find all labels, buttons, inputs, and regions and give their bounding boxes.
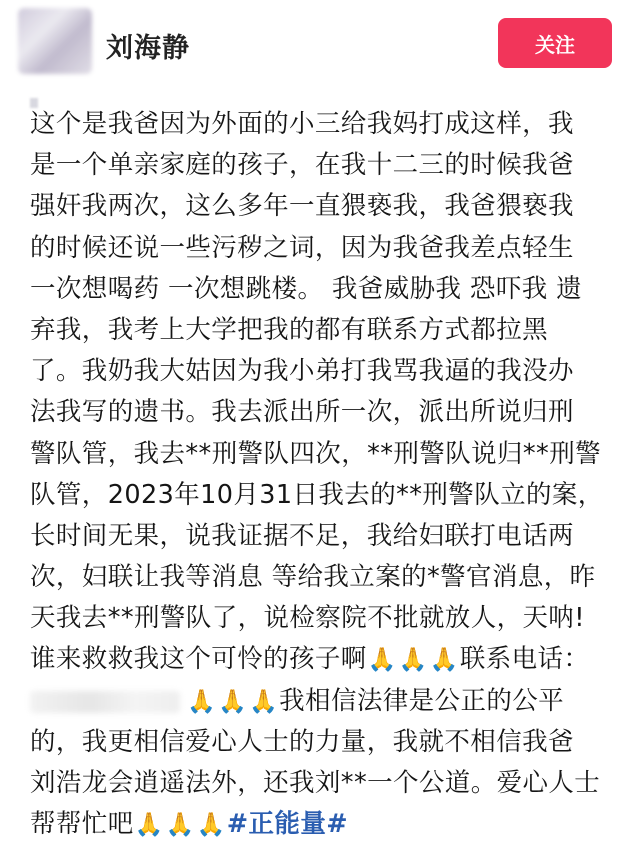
pray-emoji-icon: 🙏 bbox=[249, 688, 279, 715]
post-line: 弃我，我考上大学把我的都有联系方式都拉黑 bbox=[30, 314, 549, 345]
post-line: 天我去**刑警队了，说检察院不批就放人，天呐! bbox=[30, 603, 585, 634]
post-line bbox=[30, 681, 612, 722]
post-line: 一次想喝药 一次想跳楼。 我爸威胁我 恐吓我 遗 bbox=[30, 273, 583, 304]
pray-emoji-icon: 🙏 bbox=[367, 647, 397, 674]
redacted-phone-number bbox=[30, 691, 180, 713]
post-line: 强奸我两次，这么多年一直猥亵我，我爸猥亵我 bbox=[30, 191, 574, 222]
post-line: 刘浩龙会逍遥法外，还我刘**一个公道。爱心人士 bbox=[30, 768, 601, 798]
pray-emoji-icon: 🙏 bbox=[429, 647, 459, 674]
username[interactable]: 刘海静 bbox=[106, 33, 190, 64]
pray-emoji-icon: 🙏 bbox=[134, 812, 164, 839]
post-line: 是一个单亲家庭的孩子，在我十二三的时候我爸 bbox=[30, 150, 574, 181]
post-line: 长时间无果，说我证据不足，我给妇联打电话两 bbox=[30, 520, 574, 551]
post-line-text: 联系电话： bbox=[459, 644, 590, 675]
follow-button[interactable]: 关注 bbox=[498, 18, 612, 68]
post-line: 次，妇联让我等消息 等给我立案的*警官消息，昨 bbox=[30, 562, 596, 593]
pray-emoji-icon: 🙏 bbox=[398, 647, 428, 674]
post-line: 这个是我爸因为外面的小三给我妈打成这样，我 bbox=[30, 109, 574, 139]
post-body bbox=[30, 104, 612, 845]
pray-emoji-icon: 🙏 bbox=[165, 812, 195, 839]
pray-emoji-icon: 🙏 bbox=[196, 812, 226, 839]
pray-emoji-icon: 🙏 bbox=[218, 688, 248, 715]
post-line: 警队管，我去**刑警队四次，**刑警队说归**刑警 bbox=[30, 438, 602, 469]
post-line: 了。我奶我大姑因为我小弟打我骂我逼的我没办 bbox=[30, 356, 574, 387]
post-line: 的，我更相信爱心人士的力量，我就不相信我爸 bbox=[30, 726, 574, 757]
hashtag-link[interactable]: #正能量# bbox=[226, 809, 348, 840]
post-line-text: 帮帮忙吧 bbox=[30, 809, 134, 840]
post-line bbox=[30, 804, 612, 845]
post-line-text: 谁来救救我这个可怜的孩子啊 bbox=[30, 644, 367, 675]
post-line: 队管，2023年10月31日我去的**刑警队立的案， bbox=[30, 479, 604, 510]
post-header bbox=[0, 0, 640, 90]
post-line bbox=[30, 639, 612, 680]
post-line: 的时候还说一些污秽之词，因为我爸我差点轻生 bbox=[30, 232, 574, 263]
pray-emoji-icon: 🙏 bbox=[187, 688, 217, 715]
avatar[interactable] bbox=[18, 8, 92, 74]
post-line: 法我写的遗书。我去派出所一次，派出所说归刑 bbox=[30, 397, 574, 428]
post-line-text: 我相信法律是公正的公平 bbox=[279, 685, 565, 716]
